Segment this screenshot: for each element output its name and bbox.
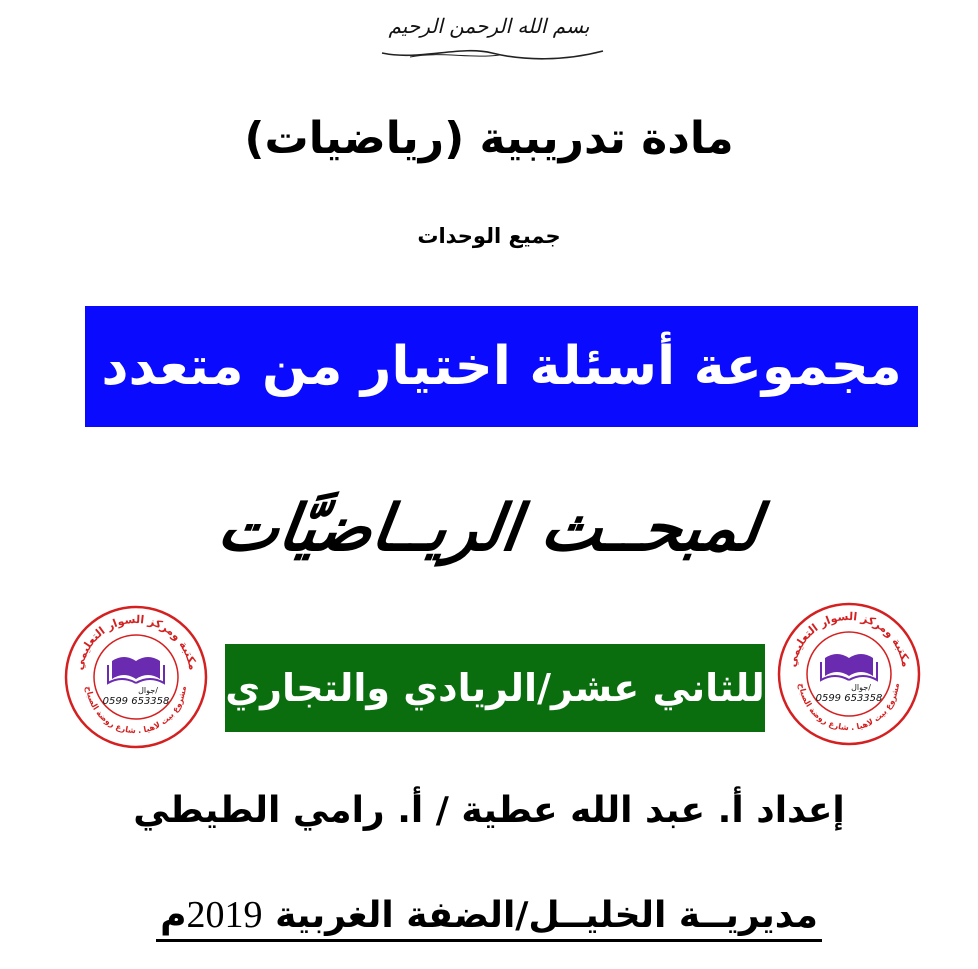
stamp-name-text: مكتبة ومركز السوار التعليمي [72,612,200,672]
units-subtitle: جميع الوحدات [417,224,561,248]
grade-banner-text: للثاني عشر/الريادي والتجاري [225,666,765,710]
stamp-seal-icon [62,603,210,751]
stamp-phone-label: جوال/ [851,683,871,692]
svg-text:مشروع بيت لاهيا . شارع روضة ال [797,683,901,733]
mcq-banner [85,306,918,427]
stamp-address-text: مشروع بيت لاهيا . شارع روضة الصباح [797,682,901,733]
library-stamp-left [62,603,210,751]
basmala: بسم الله الرحمن الرحيم [388,14,590,38]
open-book-icon [821,654,877,680]
stamp-name-text: مكتبة ومركز السوار التعليمي [785,609,913,669]
year-suffix: م [160,895,187,936]
authors-line: إعداد أ. عبد الله عطية / أ. رامي الطيطي [133,790,845,831]
svg-text:مشروع بيت لاهيا . شارع روضة ال [84,686,188,736]
basmala-flourish-icon [380,45,605,61]
subject-material-title: مادة تدريبية (رياضيات) [244,113,734,164]
directorate-text: مديريــة الخليــل/الضفة الغربية [275,895,818,936]
grade-banner [225,644,765,732]
mcq-banner-text: مجموعة أسئلة اختيار من متعدد [101,336,902,397]
stamp-phone: 0599 653358 [102,696,170,707]
library-stamp-right [775,600,923,748]
stamp-phone: 0599 653358 [815,693,883,704]
stamp-phone-label: جوال/ [138,686,158,695]
stamp-address-text: مشروع بيت لاهيا . شارع روضة الصباح [84,685,188,736]
open-book-icon [108,657,164,683]
directorate-line [0,893,978,942]
year-text: 2019 [186,894,263,936]
directorate-underline [156,893,822,942]
stamp-seal-icon [775,600,923,748]
subject-heading: لمبحــث الريــاضيَّات [213,492,765,566]
